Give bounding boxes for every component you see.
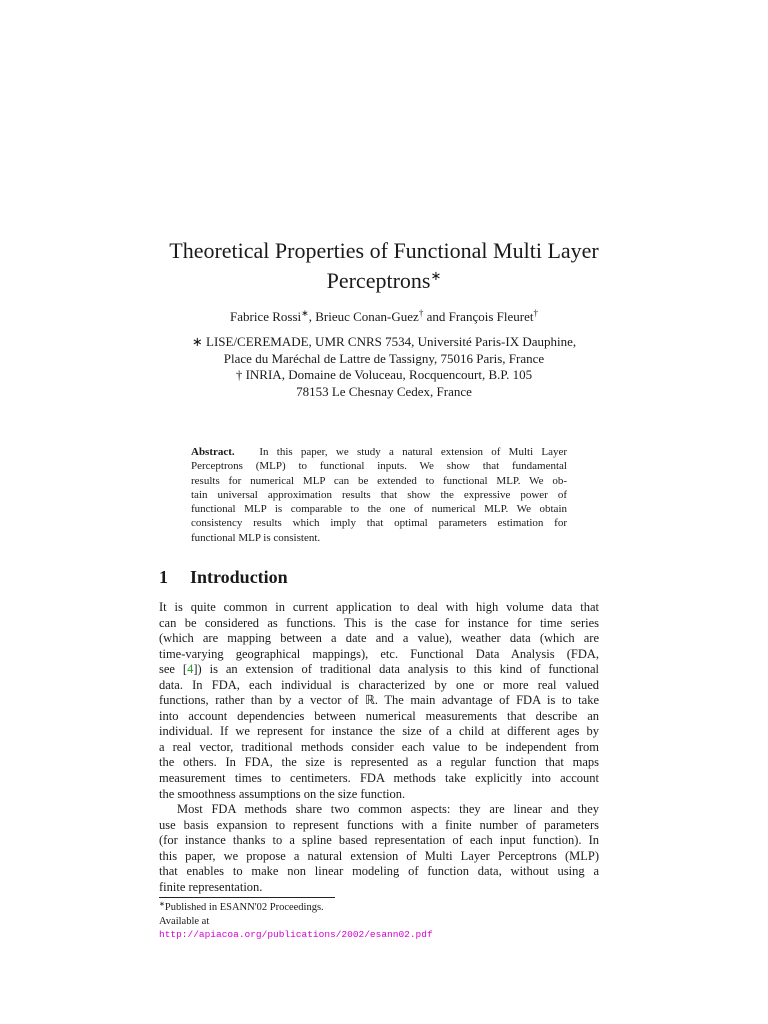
footnote-available: Available at bbox=[159, 915, 210, 927]
body-line: use basis expansion to represent functions with a finite number of parameters bbox=[159, 817, 599, 832]
body-line: a real vector, traditional methods consider each value to be independent from bbox=[159, 739, 599, 754]
footnote-url-link[interactable]: http://apiacoa.org/publications/2002/esann02.pdf bbox=[159, 929, 433, 940]
author-name: Brieuc Conan-Guez bbox=[315, 309, 419, 324]
body-line: that enables to make non linear modeling of function data, without using a bbox=[159, 864, 599, 879]
author-list bbox=[100, 309, 668, 325]
citation-link[interactable]: 4 bbox=[187, 662, 194, 677]
body-line: can be considered as functions. This is the case for instance for time series bbox=[159, 615, 599, 630]
affiliation-line: 78153 Le Chesnay Cedex, France bbox=[296, 383, 472, 399]
abstract-line: In this paper, we study a natural extension of Multi Layer bbox=[259, 446, 568, 458]
author-mark: † bbox=[533, 308, 538, 318]
body-text bbox=[159, 600, 599, 895]
body-line: time-varying geographical mappings), etc. Functional Data Analysis (FDA, bbox=[159, 646, 599, 661]
author-mark: † bbox=[418, 308, 424, 318]
section-title: Introduction bbox=[190, 567, 288, 587]
title-footnote-mark: ∗ bbox=[430, 268, 442, 283]
abstract-line: consistency results which imply that optimal parameters estimation for bbox=[191, 517, 567, 530]
footnote bbox=[159, 901, 433, 942]
body-line: (for instance thanks to a spline based representation of each input function). In bbox=[159, 833, 599, 848]
section-number: 1 bbox=[159, 567, 168, 587]
body-line: the smoothness assumptions on the size function. bbox=[159, 786, 406, 801]
affiliation-line: Place du Maréchal de Lattre de Tassigny, 75016 Paris, France bbox=[223, 350, 545, 366]
footnote-rule bbox=[159, 897, 335, 898]
body-line: (which are mapping between a date and a value), weather data (which are bbox=[159, 631, 599, 646]
author-separator: and bbox=[423, 309, 449, 324]
abstract bbox=[191, 445, 567, 545]
title-line-2: Perceptrons bbox=[326, 268, 431, 293]
footnote-mark: ∗ bbox=[159, 900, 165, 908]
body-line-with-citation: see [4]) is an extension of traditional data analysis to this kind of functional bbox=[159, 662, 600, 677]
footnote-text: Published in ESANN'02 Proceedings. bbox=[164, 902, 324, 913]
author-separator: , bbox=[308, 309, 316, 324]
body-line: into account dependencies between numerical measurements that describe an bbox=[159, 708, 599, 723]
abstract-line: functional MLP is comparable to the one of numerical MLP. We obtain bbox=[191, 503, 567, 516]
affiliation-line: ∗ LISE/CEREMADE, UMR CNRS 7534, Université Paris-IX Dauphine, bbox=[191, 334, 577, 349]
paper-title bbox=[100, 236, 668, 296]
body-line: data. In FDA, each individual is characterized by one or more real valued bbox=[159, 677, 599, 692]
affiliations bbox=[100, 334, 668, 400]
body-line: individual. If we represent for instance the size of a child at different ages by bbox=[159, 724, 599, 739]
title-line-1: Theoretical Properties of Functional Multi Layer bbox=[169, 238, 599, 263]
author-name: François Fleuret bbox=[448, 309, 534, 324]
body-line: this paper, we propose a natural extension of Multi Layer Perceptrons (MLP) bbox=[159, 848, 599, 863]
affiliation-line: † INRIA, Domaine de Voluceau, Rocquencourt, B.P. 105 bbox=[235, 367, 533, 382]
author-mark: ∗ bbox=[301, 308, 309, 318]
body-line: finite representation. bbox=[159, 879, 263, 894]
section-heading bbox=[159, 567, 288, 588]
abstract-line: results for numerical MLP can be extended to functional MLP. We ob- bbox=[191, 474, 567, 487]
abstract-line: functional MLP is consistent. bbox=[191, 531, 321, 544]
body-line: the others. In FDA, the size is represented as a regular function that maps bbox=[159, 755, 599, 770]
abstract-line: tain universal approximation results that show the expressive power of bbox=[191, 488, 567, 501]
abstract-line: Perceptrons (MLP) to functional inputs. We show that fundamental bbox=[191, 460, 567, 473]
body-line: Most FDA methods share two common aspects: they are linear and they bbox=[177, 802, 599, 817]
body-line: measurement times to centimeters. FDA methods take explicitly into account bbox=[159, 771, 599, 786]
body-line: functions, rather than by a vector of ℝ. The main advantage of FDA is to take bbox=[159, 693, 599, 708]
abstract-label: Abstract. bbox=[191, 446, 235, 458]
author-name: Fabrice Rossi bbox=[230, 309, 302, 324]
body-line: It is quite common in current application to deal with high volume data that bbox=[159, 600, 599, 614]
